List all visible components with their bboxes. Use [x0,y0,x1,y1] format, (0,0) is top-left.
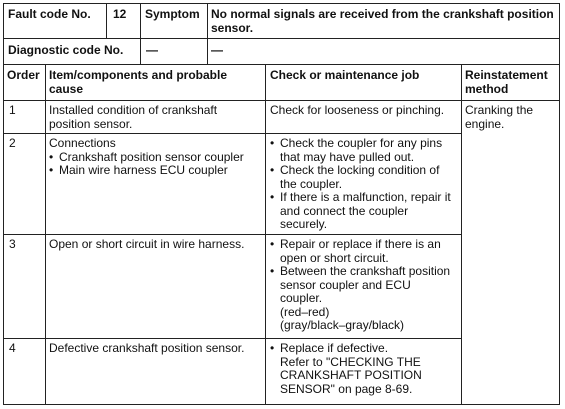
row-2-check-bullet: • Check the coupler for any pins that may have pulled out. [270,137,456,164]
rule-item [265,64,266,405]
row-3-check-note: (gray/black–gray/black) [280,318,405,332]
rule-row3 [3,338,461,339]
row-2-item-title: Connections [49,136,116,150]
rule-row2 [3,234,461,235]
rule-left [3,3,4,405]
row-3-order: 3 [9,237,16,251]
row-4-item: Defective crankshaft position sensor. [49,341,245,355]
row-2-order: 2 [9,136,16,150]
column-check: Check or maintenance job [270,68,420,82]
column-reinstate: Reinstatement method [465,68,548,96]
row-2-item-bullet: • Crankshaft position sensor coupler [49,151,261,165]
rule-symptom-label [207,3,208,64]
rule-order [45,64,46,405]
rule-fault-label [106,3,107,38]
row-1-order: 1 [9,103,16,117]
rule-top [3,3,560,4]
fault-code-value: 12 [113,7,127,21]
rule-right [559,3,560,405]
row-3-check [270,238,456,333]
rule-check [461,64,462,405]
rule-fault-value [140,3,141,64]
row-2-item [49,137,261,178]
column-order: Order [7,68,40,82]
rule-row1 [3,133,461,134]
row-2-check [270,137,456,232]
row-4-check-reference: Refer to "CHECKING THE CRANKSHAFT POSITION SENSOR" on page 8-69. [280,354,422,396]
reinstatement-method: Cranking the engine. [465,103,534,131]
row-3-check-note: (red–red) [280,304,330,319]
row-4-check-bullet: • Replace if defective. [270,342,456,356]
rule-columns [3,100,560,101]
row-1-item: Installed condition of crankshaft position sensor. [49,103,218,131]
rule-bottom [3,404,560,405]
diagnostic-code-label: Diagnostic code No. [8,43,124,57]
row-3-check-bullet: • Repair or replace if there is an open or short circuit. [270,238,456,265]
rule-header [3,38,560,39]
row-3-check-bullet: • Between the crankshaft position sensor coupler and ECU coupler. [270,265,456,306]
row-4-order: 4 [9,341,16,355]
row-2-check-bullet: • Check the locking condition of the coupler. [270,164,456,191]
symptom-label: Symptom [145,7,200,21]
diagnostic-code-value: — [146,43,158,57]
row-2-item-bullet: • Main wire harness ECU coupler [49,164,261,178]
fault-code-label: Fault code No. [8,7,91,21]
rule-diagnostic [3,64,560,65]
row-2-check-bullet: • If there is a malfunction, repair it and connect the coupler securely. [270,191,456,232]
symptom-text: No normal signals are received from the crankshaft position sensor. [211,7,554,35]
row-1-check: Check for looseness or pinching. [270,103,445,117]
row-4-check [270,342,456,396]
diagnostic-code-extra: — [211,43,223,57]
column-item: Item/components and probable cause [49,68,228,96]
row-3-item: Open or short circuit in wire harness. [49,237,245,251]
